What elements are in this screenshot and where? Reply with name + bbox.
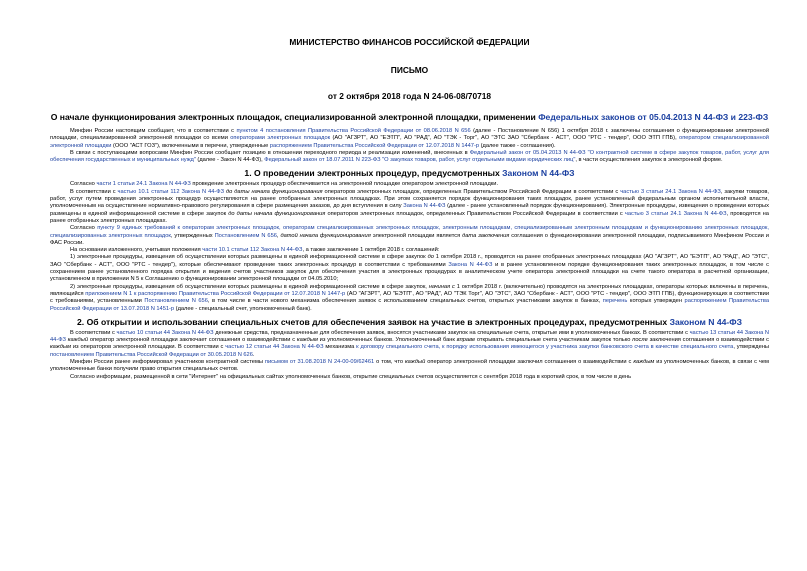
link-law-44fz[interactable]: Закона N 44-ФЗ: [403, 203, 446, 210]
section-1-heading: [50, 168, 769, 178]
link-special-account-rules[interactable]: к договору специального счета, к порядку использования имеющегося у участника закупки банковского счета в качестве специального счета: [356, 344, 734, 351]
ministry-heading: МИНИСТЕРСТВО ФИНАНСОВ РОССИЙСКОЙ ФЕДЕРАЦИИ: [289, 37, 530, 47]
link-appendix-1447[interactable]: приложением N 1 к распоряжению Правительства Российской Федерации от 12.07.2018 N 1447-р: [85, 290, 346, 297]
text-run-italic: до даты начала функционирования: [224, 188, 323, 195]
text-run: денежные средства, предназначенные для обеспечения заявок, вносятся участниками закупок на специальные счета, открытые ими в уполномоченных банках. В соответствии с: [213, 329, 690, 336]
text-run-italic: до: [427, 254, 434, 261]
section-1-paragraph-5: [50, 254, 769, 283]
link-art-24-1[interactable]: части 1 статьи 24.1 Закона N 44-ФЗ: [96, 181, 191, 188]
section-2-title-link[interactable]: Законом N 44-ФЗ: [669, 316, 742, 327]
text-run: (АО "АГЗРТ", АО "ЕЭТП", АО "РАД", АО "ТЭК Торг", АО "ЭТС", ЗАО "Сбербанк - АСТ", ООО "РТС - тендер", ООО ЭТП ГПБ), функционирующих в соответствии с требованиями, установленными: [50, 290, 770, 305]
text-run: В соответствии с: [70, 329, 117, 336]
section-1-title-link[interactable]: Законом N 44-ФЗ: [502, 168, 575, 179]
doc-date-number: от 2 октября 2018 года N 24-06-08/70718: [327, 91, 492, 101]
text-run: 1) электронные процедуры, извещения об осуществлении которых размещены в единой информационной системе в сфере закупок: [70, 254, 428, 261]
document-title-link[interactable]: Федеральных законов от 05.04.2013 N 44-ФЗ и 223-ФЗ: [538, 112, 769, 122]
text-run: , закупки товаров, работ, услуг путем проведения электронных процедур осуществляются на ранее отобранных электронных площадках. При этом сохраняется порядок функционирования таких площадок, ранее установленный федеральным органом исполнительной власти, уполномоченным на осуществление нормативно-правового регулирования в сфере размещения заказов, до дня вступления в силу: [50, 188, 769, 210]
document-title: [50, 112, 769, 123]
text-run: (далее - специальный счет, уполномоченный банк).: [174, 305, 312, 312]
text-run: 1 октября 2018 г. (включительно) проводятся на электронных площадках, операторы которых включены в перечень, являющийся: [50, 283, 770, 297]
section-2-paragraph-2: [50, 359, 769, 374]
text-run: (ООО "АСТ ГОЗ"), включенными в перечни, утвержденные: [111, 142, 270, 149]
text-run-italic: дата заключения: [462, 232, 510, 239]
text-run: оператор электронной площадки заключил соглашения о взаимодействии с: [425, 359, 634, 366]
text-run: электронной площадки является: [370, 232, 463, 239]
link-art-44-part-13[interactable]: частью 13 статьи 44 Закона N 44-ФЗ: [50, 329, 770, 344]
text-run: , а также заключение 1 октября 2018 г. соглашений:: [302, 247, 440, 254]
section-1-paragraph-1: [50, 181, 769, 188]
link-resolution-626[interactable]: постановлением Правительства Российской Федерации от 30.05.2018 N 626: [50, 351, 253, 358]
text-run: , в том числе в части нового механизма обеспечения заявок с использованием специальных счетов, открытых участниками закупок в банках,: [207, 298, 603, 305]
text-run-italic: каждый: [404, 359, 426, 366]
link-resolution-656[interactable]: Постановлением N 656: [214, 232, 277, 239]
text-run: , в части осуществления закупок в электронной форме.: [575, 157, 723, 164]
text-run: (далее - ранее установленный порядок функционирования). Электронные процедуры, извещения о проведении которых размещены в единой информационной системе в сфере закупок: [50, 203, 769, 217]
link-art-24-1-part-3[interactable]: частью 3 статьи 24.1 Закона N 44-ФЗ: [620, 188, 721, 195]
text-run: (далее - Постановление N 656) 1 октября 2018 г. заключены соглашения о функционировании электронной площадки, специализированной электронной площадки со всеми: [50, 128, 770, 142]
text-run: (далее - Закон N 44-ФЗ),: [195, 157, 265, 164]
section-1-paragraph-6: [50, 284, 769, 313]
text-run: , утвержденных: [170, 232, 215, 239]
link-order-1451[interactable]: распоряжением Правительства Российской Федерации от 13.07.2018 N 1451-р: [50, 298, 769, 312]
text-run: , проводятся на ранее отобранных электронных площадках.: [50, 210, 769, 224]
section-2-heading: [50, 317, 769, 327]
link-art-112[interactable]: части 10.1 статьи 112 Закона N 44-ФЗ: [202, 247, 303, 254]
intro-paragraph-1: [50, 128, 769, 150]
text-run-italic: после: [632, 337, 648, 344]
text-run: 2) электронные процедуры, извещения об осуществлении которых размещены в единой информационной системе в сфере закупок,: [70, 283, 429, 290]
intro-paragraph-2: [50, 150, 769, 165]
text-run: В соответствии с: [70, 188, 118, 195]
text-run: проведение электронных процедур обеспечивается на электронной площадке оператором электронной площадки.: [190, 181, 499, 188]
text-run: соглашения о функционировании электронной площадки, подписываемого Минфином России и ФАС России.: [50, 232, 769, 246]
text-run-italic: начиная с: [428, 283, 455, 290]
text-run-italic: вправе: [456, 337, 476, 344]
link-law-44fz[interactable]: Закона N 44-ФЗ: [448, 261, 493, 268]
link-art-112[interactable]: частью 10.1 статьи 112 Закона N 44-ФЗ: [117, 188, 225, 195]
text-run: заключения соглашения о взаимодействии с: [647, 337, 770, 344]
section-2-title: 2. Об открытии и использовании специальных счетов для обеспечения заявок на участие в электронных процедурах, предусмотренных: [77, 316, 670, 327]
text-run: Согласно информации, размещенной в сети "Интернет" на официальных сайтах уполномоченных банков, открытие специальных счетов осуществляется с сентября 2018 года в короткий срок, в том числе в день: [70, 373, 632, 380]
link-unified-requirements[interactable]: пункту 9 единых требований к операторам электронных площадок, операторам специализированных электронных площадок, электронным площадкам, специализированным электронным площадкам и функционированию электронных площадок, специализированных электронных площадок: [50, 225, 769, 239]
text-run-italic: каждый: [65, 337, 89, 344]
text-run: операторов электронных площадок, определенных Правительством Российской Федерации в соответствии с: [325, 210, 625, 217]
link-art-24-1-part-3[interactable]: частью 3 статьи 24.1 Закона N 44-ФЗ: [624, 210, 727, 217]
text-run: открывать специальные счета участникам закупок только: [475, 337, 633, 344]
link-art-44-part-12[interactable]: частью 12 статьи 44 Закона N 44-ФЗ: [225, 344, 324, 351]
link-law-223fz[interactable]: Федеральный закон от 18.07.2011 N 223-ФЗ "О закупках товаров, работ, услуг отдельными видами юридических лиц": [264, 157, 576, 164]
section-1-paragraph-2: [50, 189, 769, 225]
document-title-text: О начале функционирования электронных площадок, специализированной электронной площадки, применении: [50, 112, 539, 122]
text-run: операторов электронных площадок, определенных Правительством Российской Федерации в соответствии с: [322, 188, 621, 195]
text-run: (АО "АГЗРТ", АО "ЕЭТП", АО "РАД", АО "ТЭК - Торг", АО "ЭТС ЗАО "Сбербанк - АСТ", ООО "РТС - тендер", ООО ЭТП ГПБ),: [330, 135, 680, 142]
link-special-operator[interactable]: оператором специализированной электронной площадки: [50, 135, 769, 149]
text-run: , утверждены: [733, 344, 769, 351]
text-run: из уполномоченных банков. Уполномоченный банк: [317, 337, 457, 344]
text-run-italic: датой начала функционирования: [280, 232, 371, 239]
text-run-italic: каждым: [633, 359, 655, 366]
text-run: Согласно: [70, 181, 97, 188]
text-run: оператор электронной площадки заключает соглашения о взаимодействии с: [88, 337, 297, 344]
text-run: и в ранее установленном порядке функционирования таких электронных площадок, в том числе с сохранением ранее установленного порядка открытия и ведения счетов участников закупок для обеспечения участия в электронных процедурах в аналитическом учете оператора электронной площадки на счете такого оператора в расчетной организации, установленном в приложении N 5 к Соглашению о функционировании электронной площадки от 04.05.2010;: [50, 261, 769, 283]
text-run: Минфин России ранее информировал участников контрактной системы: [70, 359, 265, 366]
section-1-paragraph-3: [50, 225, 769, 247]
text-run: Минфин России настоящим сообщает, что в соответствии с: [70, 128, 237, 134]
link-order-1447[interactable]: распоряжением Правительства Российской Федерации от 12.07.2018 N 1447-р: [269, 142, 480, 149]
doc-type-heading: ПИСЬМО: [390, 65, 429, 75]
text-run: .: [252, 351, 255, 358]
section-2-paragraph-3: [50, 374, 769, 381]
text-run: На основании изложенного, учитывая положения: [70, 247, 203, 254]
text-run: (далее также - соглашения).: [479, 142, 556, 149]
link-operators-eplatforms[interactable]: операторами электронных площадок: [230, 135, 331, 142]
link-letter-62461[interactable]: письмом от 31.08.2018 N 24-00-09/62461: [264, 359, 375, 366]
section-1-title: 1. О проведении электронных процедур, предусмотренных: [244, 168, 503, 179]
link-resolution-656[interactable]: пунктом 4 постановления Правительства Российской Федерации от 08.06.2018 N 656: [236, 128, 471, 134]
text-run: из операторов электронной площадки. В соответствии с: [71, 344, 226, 351]
text-run: ,: [276, 232, 281, 239]
text-run: о том, что: [374, 359, 405, 366]
text-run: Согласно: [70, 225, 98, 232]
text-run: из уполномоченных банков, в связи с чем уполномоченные банки получили право открытия специальных счетов.: [50, 359, 769, 373]
text-run: 1 октября 2018 г., проводятся на ранее отобранных электронных площадках (АО "АГЗРТ", АО "ЕЭТП", АО "РАД", АО "ЭТС", ЗАО "Сбербанк - АСТ", ООО "РТС - тендер"), которые обеспечивают проведение таких электронных процедур в соответствии с требованиями: [50, 254, 769, 268]
text-run-italic: до даты начала функционирования: [228, 210, 326, 217]
link-resolution-656[interactable]: Постановлением N 656: [144, 298, 208, 305]
text-run-italic: каждым: [50, 344, 71, 351]
link-banks-list[interactable]: перечень: [602, 298, 628, 305]
section-2-paragraph-1: [50, 330, 769, 359]
link-law-44fz[interactable]: Федеральный закон от 05.04.2013 N 44-ФЗ "О контрактной системе в сфере закупок товаров, работ, услуг для обеспечения государственных и муниципальных нужд": [50, 149, 769, 164]
text-run: которых утвержден: [627, 298, 685, 305]
text-run-italic: каждым: [296, 337, 318, 344]
text-run: В связи с поступающими вопросами Минфин России сообщает позицию в отношении переходного периода и реализации изменений, внесенных в: [70, 149, 470, 156]
link-art-44-part-10[interactable]: частью 10 статьи 44 Закона N 44-ФЗ: [116, 329, 214, 336]
text-run: механизма: [323, 344, 357, 351]
